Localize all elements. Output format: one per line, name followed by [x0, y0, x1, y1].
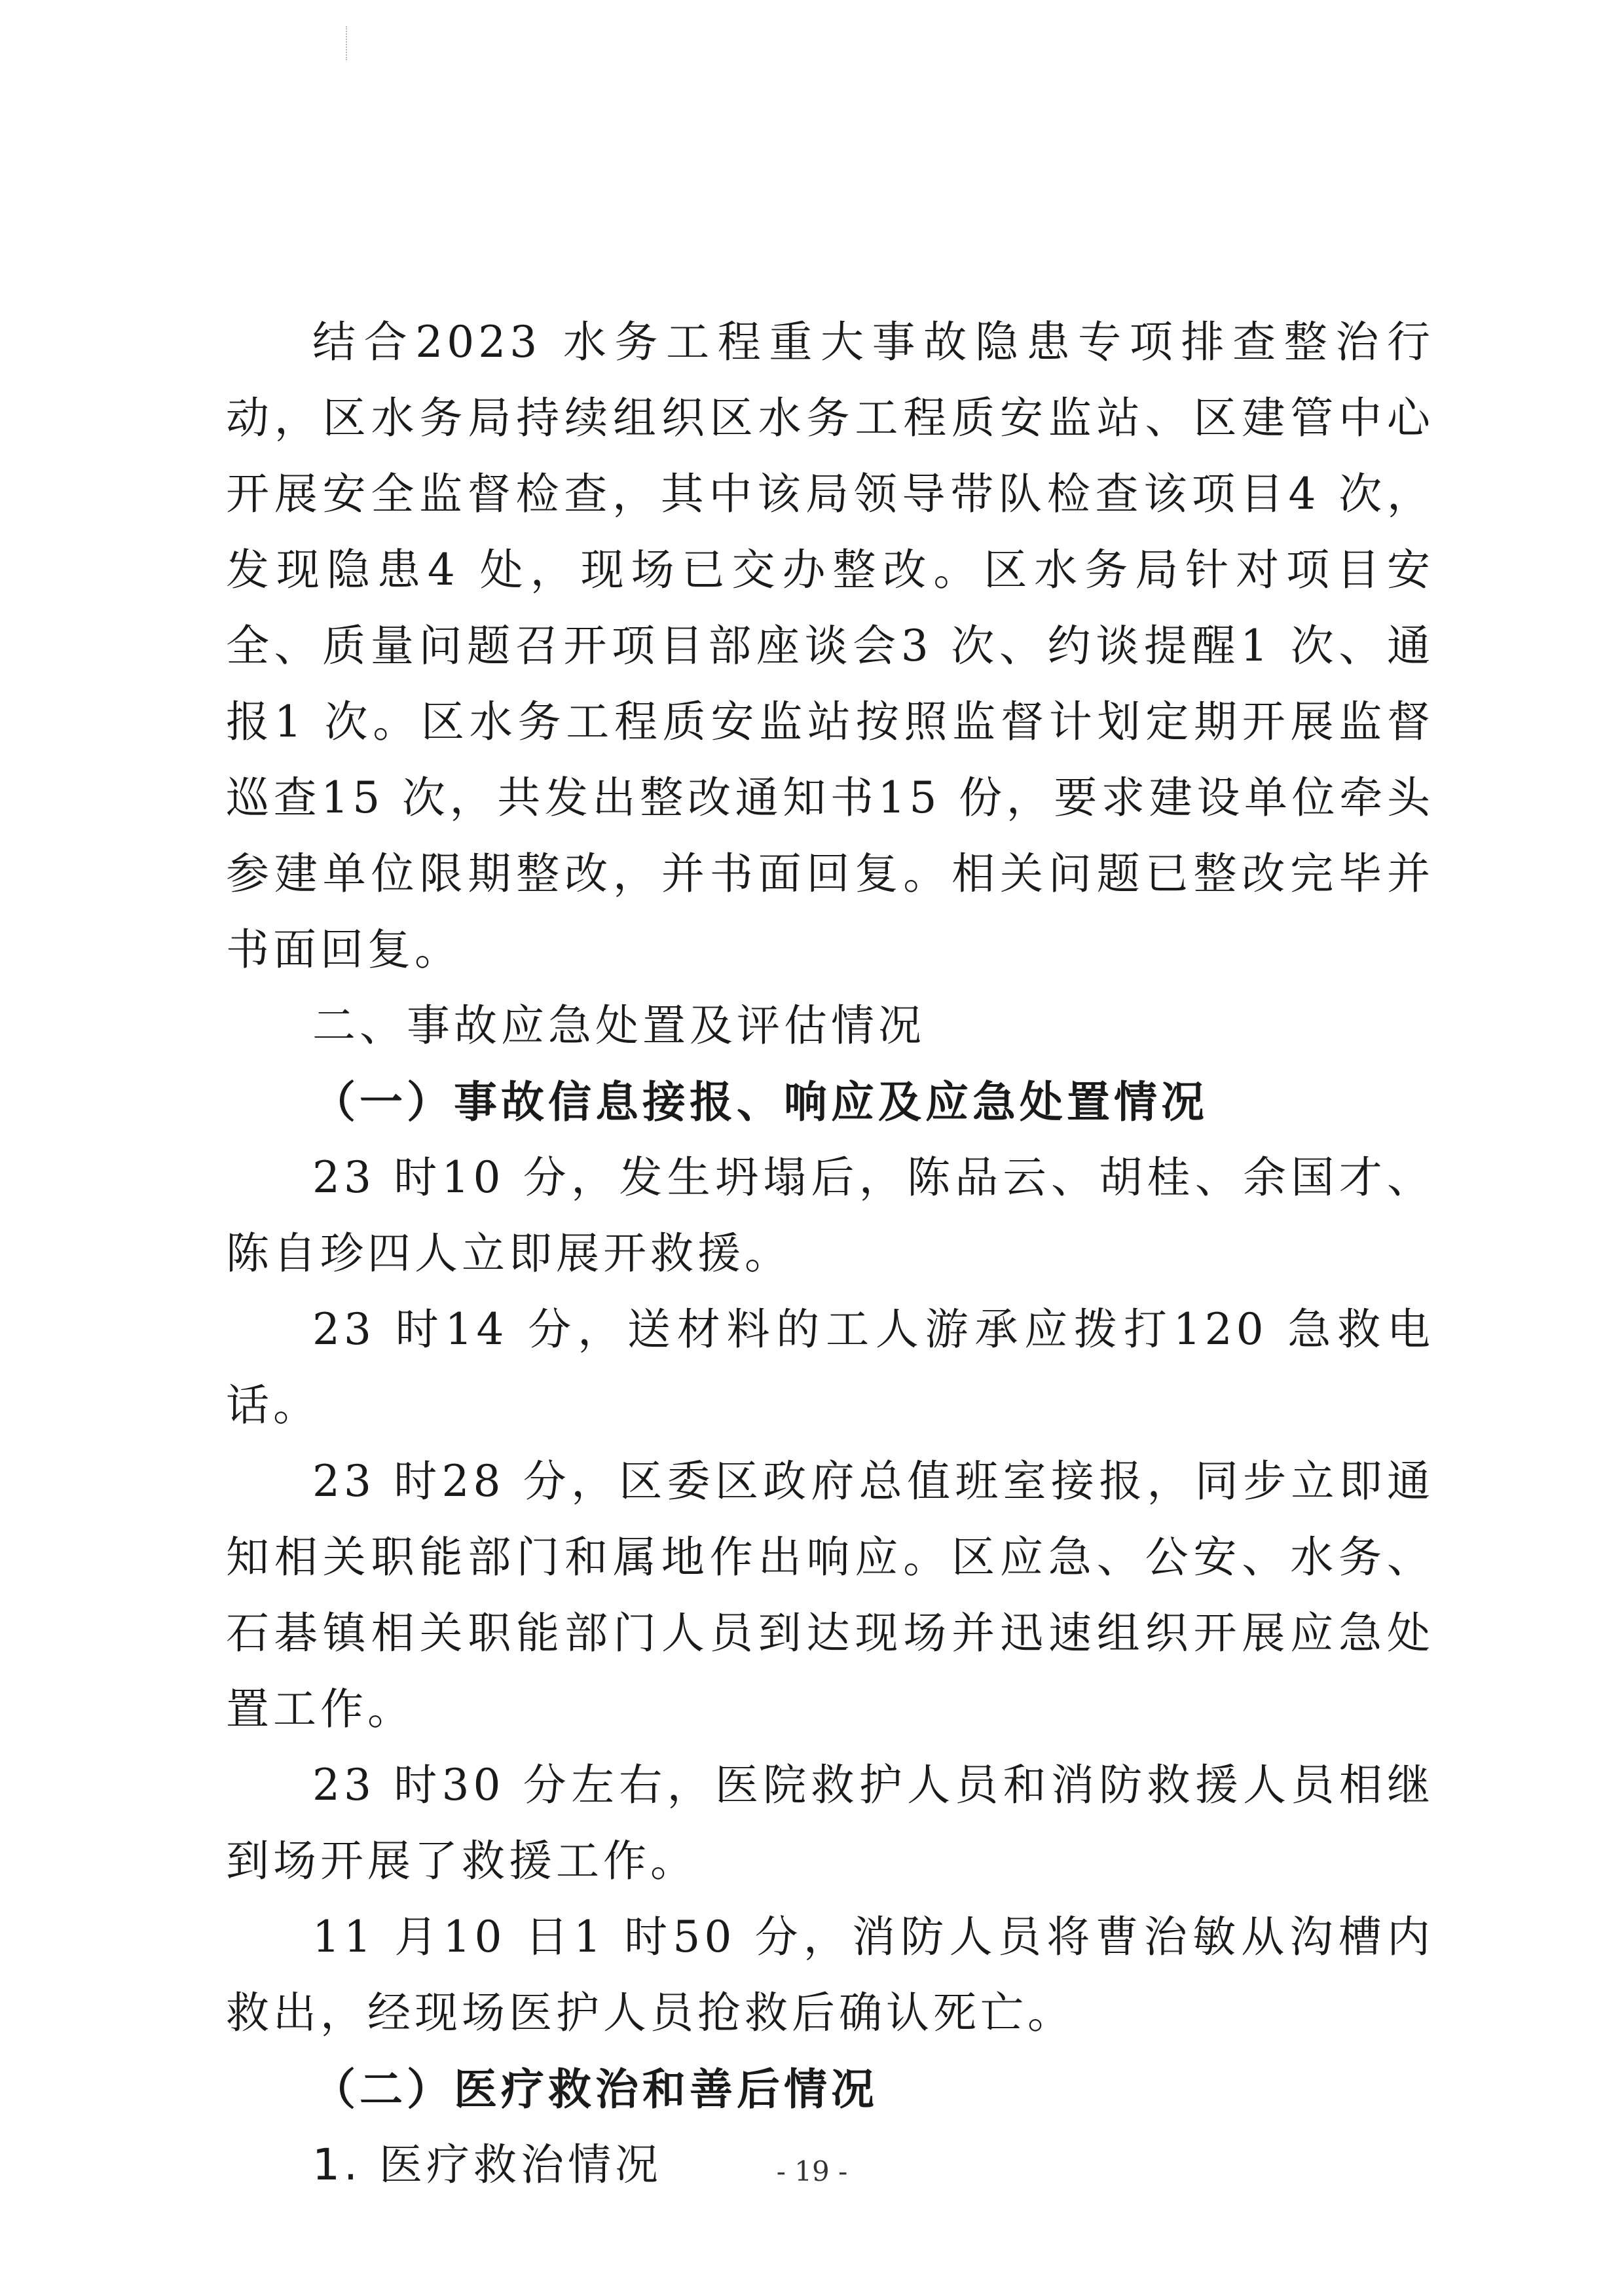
page-number: - 19 - [776, 2155, 848, 2187]
paragraph-timeline-0150: 11 月10 日1 时50 分，消防人员将曹治敏从沟槽内救出，经现场医护人员抢救后确认死亡。 [226, 1912, 1434, 2038]
item-heading-medical-treatment: 1. 医疗救治情况 [312, 2140, 662, 2190]
subsection-heading-medical-aftermath: （二）医疗救治和善后情况 [312, 2064, 878, 2115]
paragraph-inspection-summary: 结合2023 水务工程重大事故隐患专项排查整治行动，区水务局持续组织区水务工程质安监站、区建管中心开展安全监督检查，其中该局领导带队检查该项目4 次，发现隐患4 处，现场已交办整改。区水务局针对项目安全、质量问题召开项目部座谈会3 次、约谈提醒1 次、通报1 次。区水务工程质安监站按照监督计划定期开展监督巡查15 次，共发出整改通知书15 份，要求建设单位牵头参建单位限期整改，并书面回复。相关问题已整改完毕并书面回复。 [226, 317, 1434, 975]
paragraph-timeline-2310: 23 时10 分，发生坍塌后，陈品云、胡桂、余国才、陈自珍四人立即展开救援。 [226, 1152, 1434, 1279]
scan-mark [346, 26, 349, 60]
paragraph-timeline-2330: 23 时30 分左右，医院救护人员和消防救援人员相继到场开展了救援工作。 [226, 1760, 1434, 1886]
subsection-heading-incident-report: （一）事故信息接报、响应及应急处置情况 [312, 1076, 1208, 1127]
document-body [226, 304, 1434, 2203]
paragraph-timeline-2328: 23 时28 分，区委区政府总值班室接报，同步立即通知相关职能部门和属地作出响应。区应急、公安、水务、石碁镇相关职能部门人员到达现场并迅速组织开展应急处置工作。 [226, 1456, 1434, 1734]
paragraph-timeline-2314: 23 时14 分，送材料的工人游承应拨打120 急救电话。 [226, 1304, 1434, 1430]
section-heading-emergency-response: 二、事故应急处置及评估情况 [312, 1000, 925, 1051]
